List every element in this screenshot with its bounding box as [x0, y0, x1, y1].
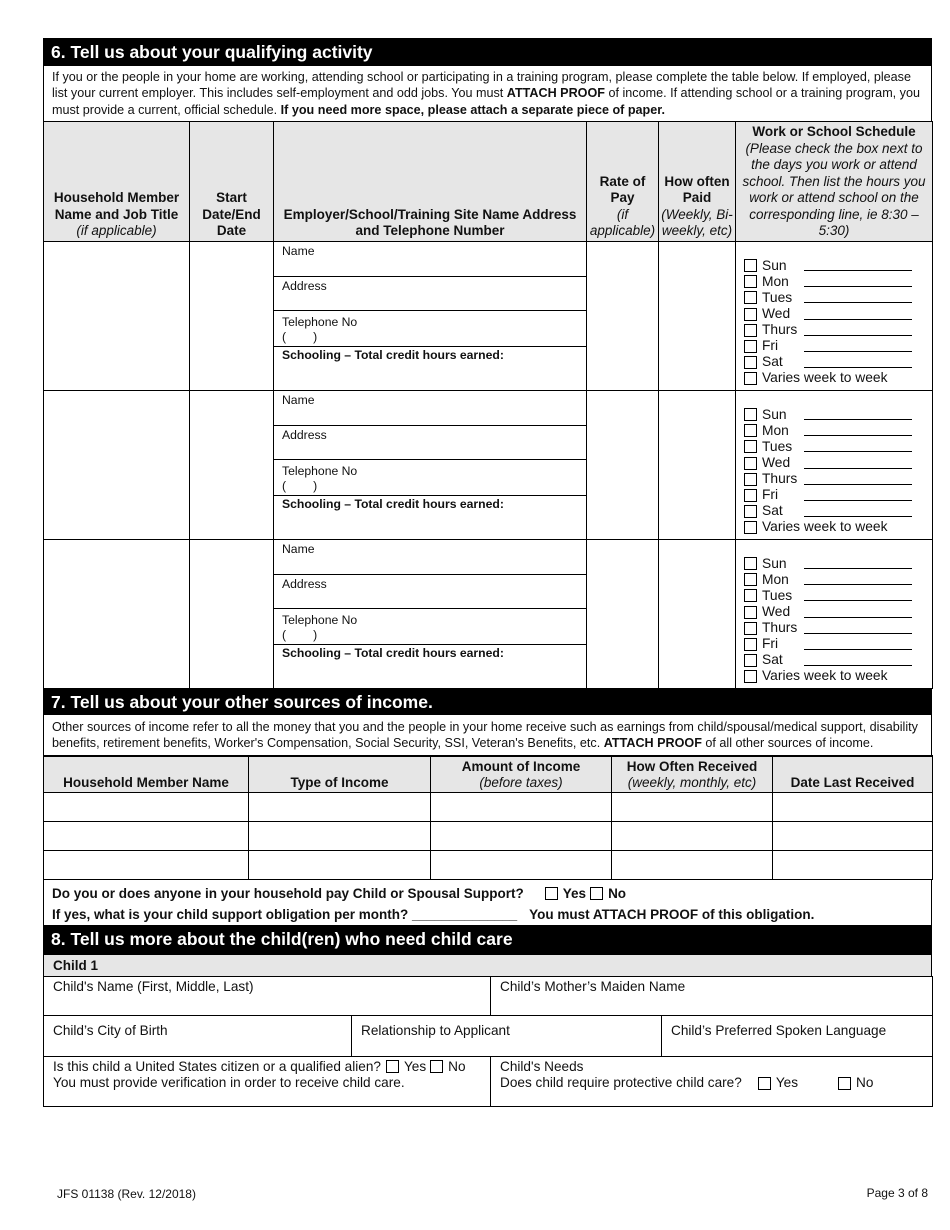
day-checkbox[interactable]: [744, 340, 757, 353]
input-cell[interactable]: [612, 850, 773, 879]
section-6-intro: [43, 66, 932, 121]
field-label: Telephone No: [282, 612, 358, 627]
day-label: Thurs: [762, 471, 798, 487]
employer-cell: [274, 539, 587, 688]
schedule-day-mon: [744, 572, 932, 588]
intro-text: If you or the people in your home are working, attending school or participating in a training program, please complete the table below. If employed, please list your current employer. This includes self-employment and odd jobs. You must: [52, 70, 911, 101]
schedule-day-tues: [744, 290, 932, 306]
member-name-cell[interactable]: [44, 241, 190, 390]
day-checkbox[interactable]: [744, 505, 757, 518]
hours-line[interactable]: [804, 276, 912, 287]
field-label: Child's Name (First, Middle, Last): [53, 978, 254, 994]
start-end-date-cell[interactable]: [190, 241, 274, 390]
hours-line[interactable]: [804, 357, 912, 368]
no-label: No: [608, 885, 627, 901]
support-yes-checkbox[interactable]: [545, 887, 558, 900]
day-checkbox[interactable]: [744, 291, 757, 304]
no-label: No: [856, 1075, 874, 1091]
day-label: Fri: [762, 338, 779, 354]
hours-line[interactable]: [804, 639, 912, 650]
table-row: [44, 792, 933, 821]
schedule-day-fri: [744, 338, 932, 354]
field-label: Address: [282, 427, 327, 442]
hours-line[interactable]: [804, 506, 912, 517]
area-code: ( ): [282, 329, 318, 344]
day-checkbox[interactable]: [744, 324, 757, 337]
obligation-question: If yes, what is your child support obligation per month? ______________: [52, 906, 518, 922]
day-checkbox[interactable]: [744, 573, 757, 586]
form-page: [43, 38, 932, 1107]
credit-hours-field[interactable]: [274, 347, 586, 362]
day-label: Fri: [762, 487, 779, 503]
table-row: [44, 821, 933, 850]
obligation-note: You must ATTACH PROOF of this obligation.: [529, 906, 815, 922]
header-employer: Employer/School/Training Site Name Address and Telephone Number: [274, 122, 587, 242]
citizen-no-checkbox[interactable]: [430, 1060, 443, 1073]
child-info-table: [43, 976, 933, 1107]
employer-cell: [274, 241, 587, 390]
field-label: Relationship to Applicant: [361, 1022, 510, 1038]
schedule-varies: [744, 370, 932, 386]
hours-line[interactable]: [804, 558, 912, 569]
hours-line[interactable]: [804, 260, 912, 271]
varies-label: Varies week to week: [762, 370, 888, 386]
field-label: Name: [282, 392, 315, 407]
member-name-cell[interactable]: [44, 539, 190, 688]
child-support-question: Do you or does anyone in your household pay Child or Spousal Support?: [52, 885, 524, 901]
form-id: JFS 01138 (Rev. 12/2018): [57, 1187, 196, 1201]
day-label: Sun: [762, 406, 787, 422]
day-label: Tues: [762, 587, 793, 603]
child-name-field[interactable]: [44, 976, 491, 1015]
day-checkbox[interactable]: [744, 440, 757, 453]
employer-name-field[interactable]: [274, 540, 586, 575]
credit-hours-field[interactable]: [274, 496, 586, 511]
protective-question: Does child require protective child care?: [500, 1075, 742, 1091]
hours-line[interactable]: [804, 490, 912, 501]
day-checkbox[interactable]: [744, 457, 757, 470]
hours-line[interactable]: [804, 441, 912, 452]
employer-address-field[interactable]: [274, 277, 586, 311]
schedule-day-thurs: [744, 620, 932, 636]
employer-address-field[interactable]: [274, 426, 586, 460]
activity-row: [44, 539, 933, 688]
schedule-day-sun: [744, 556, 932, 572]
input-cell[interactable]: [249, 792, 431, 821]
hours-line[interactable]: [804, 574, 912, 585]
schedule-day-wed: [744, 306, 932, 322]
field-label: Child’s Preferred Spoken Language: [671, 1022, 887, 1038]
yes-label: Yes: [562, 885, 587, 901]
section-7-title: 7. Tell us about your other sources of income.: [43, 689, 932, 715]
yes-label: Yes: [775, 1075, 798, 1091]
schedule-day-sun: [744, 258, 932, 274]
section-6-title: 6. Tell us about your qualifying activity: [43, 38, 932, 66]
day-label: Mon: [762, 273, 789, 289]
day-label: Thurs: [762, 322, 798, 338]
no-label: No: [448, 1058, 466, 1074]
header-member: Household Member Name and Job Title (if applicable): [44, 122, 190, 242]
schedule-day-sat: [744, 652, 932, 668]
field-label: Schooling – Total credit hours earned:: [282, 496, 504, 511]
day-checkbox[interactable]: [744, 259, 757, 272]
protective-no-checkbox[interactable]: [838, 1077, 851, 1090]
schedule-day-sat: [744, 503, 932, 519]
day-label: Fri: [762, 636, 779, 652]
day-checkbox[interactable]: [744, 473, 757, 486]
activity-row: [44, 390, 933, 539]
employer-cell: [274, 390, 587, 539]
protective-yes-checkbox[interactable]: [758, 1077, 771, 1090]
header-household-member: Household Member Name: [44, 756, 249, 793]
hours-line[interactable]: [804, 409, 912, 420]
schedule-day-thurs: [744, 322, 932, 338]
day-label: Sat: [762, 354, 783, 370]
member-name-cell[interactable]: [44, 390, 190, 539]
day-label: Tues: [762, 438, 793, 454]
yes-label: Yes: [403, 1058, 427, 1074]
child-support-block: [43, 880, 932, 925]
city-of-birth-field[interactable]: [44, 1015, 352, 1056]
day-checkbox[interactable]: [744, 654, 757, 667]
mother-maiden-name-field[interactable]: [491, 976, 933, 1015]
area-code: ( ): [282, 478, 318, 493]
input-cell[interactable]: [44, 850, 249, 879]
day-checkbox[interactable]: [744, 557, 757, 570]
day-checkbox[interactable]: [744, 622, 757, 635]
hours-line[interactable]: [804, 425, 912, 436]
rate-of-pay-cell[interactable]: [587, 241, 659, 390]
day-checkbox[interactable]: [744, 424, 757, 437]
rate-of-pay-cell[interactable]: [587, 390, 659, 539]
input-cell[interactable]: [431, 850, 612, 879]
input-cell[interactable]: [249, 821, 431, 850]
schedule-day-fri: [744, 487, 932, 503]
other-income-table: [43, 755, 933, 880]
schedule-cell: [736, 241, 933, 390]
hours-line[interactable]: [804, 655, 912, 666]
input-cell[interactable]: [773, 792, 933, 821]
varies-label: Varies week to week: [762, 668, 888, 684]
start-end-date-cell[interactable]: [190, 390, 274, 539]
input-cell[interactable]: [44, 792, 249, 821]
section-8-title: 8. Tell us more about the child(ren) who need child care: [43, 925, 932, 955]
citizen-yes-checkbox[interactable]: [386, 1060, 399, 1073]
schedule-day-sat: [744, 354, 932, 370]
intro-bold: If you need more space, please attach a separate piece of paper.: [280, 102, 665, 117]
schedule-day-wed: [744, 455, 932, 471]
header-rate-of-pay: Rate of Pay (if applicable): [587, 122, 659, 242]
employer-name-field[interactable]: [274, 242, 586, 277]
field-label: Address: [282, 576, 327, 591]
schedule-varies: [744, 519, 932, 535]
how-often-paid-cell[interactable]: [659, 539, 736, 688]
day-checkbox[interactable]: [744, 589, 757, 602]
header-amount: Amount of Income (before taxes): [431, 756, 612, 793]
verification-note: You must provide verification in order to receive child care.: [53, 1075, 405, 1091]
day-checkbox[interactable]: [744, 356, 757, 369]
employer-telephone-field[interactable]: [274, 311, 586, 347]
day-checkbox[interactable]: [744, 308, 757, 321]
intro-text: of income. If attending school or a training program, you must provide a current, official schedule.: [52, 86, 920, 117]
varies-label: Varies week to week: [762, 519, 888, 535]
day-label: Mon: [762, 571, 789, 587]
header-how-often-received: How Often Received (weekly, monthly, etc): [612, 756, 773, 793]
activity-row: [44, 241, 933, 390]
hours-line[interactable]: [804, 607, 912, 618]
page-number: Page 3 of 8: [866, 1186, 928, 1200]
schedule-day-mon: [744, 423, 932, 439]
schedule-day-thurs: [744, 471, 932, 487]
field-label: Name: [282, 541, 315, 556]
schedule-cell: [736, 539, 933, 688]
varies-checkbox[interactable]: [744, 521, 757, 534]
table-row: [44, 850, 933, 879]
schedule-day-sun: [744, 407, 932, 423]
header-type-of-income: Type of Income: [249, 756, 431, 793]
day-label: Sun: [762, 555, 787, 571]
header-start-end-date: Start Date/End Date: [190, 122, 274, 242]
header-date-last-received: Date Last Received: [773, 756, 933, 793]
day-label: Sat: [762, 652, 783, 668]
schedule-varies: [744, 668, 932, 684]
qualifying-activity-table: [43, 121, 933, 689]
how-often-paid-cell[interactable]: [659, 390, 736, 539]
day-label: Wed: [762, 604, 791, 619]
field-label: Telephone No: [282, 314, 358, 329]
day-checkbox[interactable]: [744, 489, 757, 502]
day-label: Thurs: [762, 620, 798, 636]
day-label: Wed: [762, 455, 791, 470]
field-label: Schooling – Total credit hours earned:: [282, 645, 504, 660]
day-checkbox[interactable]: [744, 638, 757, 651]
input-cell[interactable]: [431, 792, 612, 821]
intro-bold: ATTACH PROOF: [603, 736, 702, 751]
day-label: Wed: [762, 306, 791, 321]
child-1-label: Child 1: [43, 955, 932, 976]
how-often-paid-cell[interactable]: [659, 241, 736, 390]
day-checkbox[interactable]: [744, 606, 757, 619]
schedule-cell: [736, 390, 933, 539]
hours-line[interactable]: [804, 458, 912, 469]
field-label: Child’s Mother’s Maiden Name: [500, 978, 686, 994]
schedule-day-wed: [744, 604, 932, 620]
header-how-often-paid: How often Paid (Weekly, Bi-weekly, etc): [659, 122, 736, 242]
input-cell[interactable]: [612, 792, 773, 821]
schedule-day-tues: [744, 588, 932, 604]
intro-bold: ATTACH PROOF: [506, 86, 605, 101]
citizen-field: [44, 1056, 491, 1106]
relationship-field[interactable]: [352, 1015, 662, 1056]
field-label: Address: [282, 278, 327, 293]
intro-text: Other sources of income refer to all the money that you and the people in your home receive such as earnings from child/spousal/medical support, disability benefits, retirement benefits, Worker's Compensation, Social Security, SSI, Veteran's Benefits, etc.: [52, 719, 918, 751]
start-end-date-cell[interactable]: [190, 539, 274, 688]
citizen-question: Is this child a United States citizen or a qualified alien?: [53, 1058, 381, 1074]
day-label: Sun: [762, 257, 787, 273]
child-needs-field: [491, 1056, 933, 1106]
field-label: Telephone No: [282, 463, 358, 478]
employer-name-field[interactable]: [274, 391, 586, 426]
input-cell[interactable]: [44, 821, 249, 850]
field-label: Child’s City of Birth: [53, 1022, 168, 1038]
hours-line[interactable]: [804, 474, 912, 485]
preferred-language-field[interactable]: [662, 1015, 933, 1056]
child-needs-label: Child's Needs: [500, 1058, 584, 1074]
hours-line[interactable]: [804, 623, 912, 634]
varies-checkbox[interactable]: [744, 372, 757, 385]
field-label: Schooling – Total credit hours earned:: [282, 347, 504, 362]
day-checkbox[interactable]: [744, 408, 757, 421]
day-checkbox[interactable]: [744, 275, 757, 288]
input-cell[interactable]: [773, 821, 933, 850]
hours-line[interactable]: [804, 590, 912, 601]
employer-address-field[interactable]: [274, 575, 586, 609]
area-code: ( ): [282, 627, 318, 642]
support-no-checkbox[interactable]: [590, 887, 603, 900]
rate-of-pay-cell[interactable]: [587, 539, 659, 688]
schedule-day-mon: [744, 274, 932, 290]
employer-telephone-field[interactable]: [274, 460, 586, 496]
day-label: Tues: [762, 289, 793, 305]
input-cell[interactable]: [773, 850, 933, 879]
hours-line[interactable]: [804, 325, 912, 336]
header-schedule: Work or School Schedule (Please check the box next to the days you work or attend school. Then list the hours you work or attend school on the corresponding line, ie 8:30 – 5:30): [736, 122, 933, 242]
day-label: Sat: [762, 503, 783, 519]
input-cell[interactable]: [612, 821, 773, 850]
schedule-day-fri: [744, 636, 932, 652]
field-label: Name: [282, 243, 315, 258]
credit-hours-field[interactable]: [274, 645, 586, 660]
intro-text: of all other sources of income.: [701, 736, 874, 751]
hours-line[interactable]: [804, 309, 912, 320]
hours-line[interactable]: [804, 292, 912, 303]
schedule-day-tues: [744, 439, 932, 455]
hours-line[interactable]: [804, 341, 912, 352]
input-cell[interactable]: [249, 850, 431, 879]
varies-checkbox[interactable]: [744, 670, 757, 683]
day-label: Mon: [762, 422, 789, 438]
employer-telephone-field[interactable]: [274, 609, 586, 645]
section-7-intro: [43, 715, 932, 755]
input-cell[interactable]: [431, 821, 612, 850]
